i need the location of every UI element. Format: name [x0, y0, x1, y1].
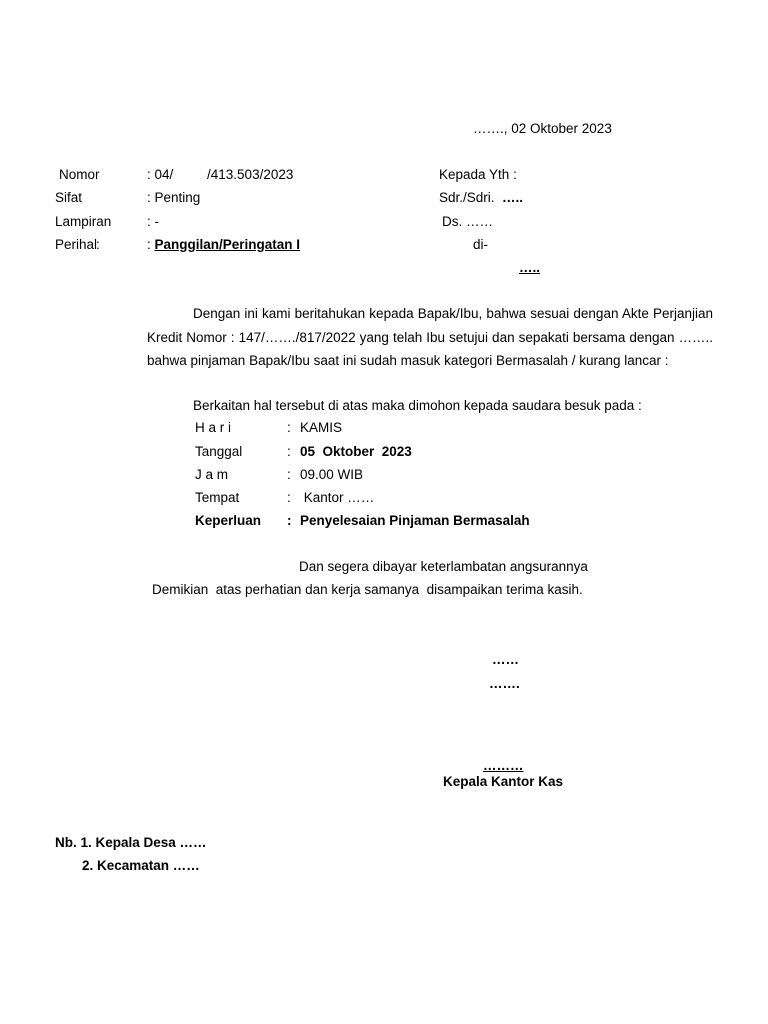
signature-title: Kepala Kantor Kas	[443, 774, 564, 789]
lampiran-label: Lampiran	[55, 214, 112, 229]
sifat-value: : Penting	[147, 190, 201, 205]
schedule-label: J a m	[195, 467, 229, 482]
schedule-value: KAMIS	[300, 420, 343, 435]
recipient-ds: Ds. ……	[442, 214, 494, 229]
signature-line-2: …….	[489, 676, 520, 691]
schedule-colon: :	[287, 513, 292, 528]
schedule-label: Tanggal	[195, 444, 243, 459]
body-paragraph	[147, 302, 713, 373]
schedule-label: H a r i	[195, 420, 232, 435]
schedule-colon: :	[287, 490, 291, 505]
perihal-value-row	[147, 237, 300, 253]
recipient-place: …..	[519, 260, 541, 275]
schedule-value: 05 Oktober 2023	[300, 444, 412, 459]
recipient-sdr-prefix: Sdr./Sdri.	[439, 190, 503, 205]
berkaitan-line: Berkaitan hal tersebut di atas maka dimohon kepada saudara besuk pada :	[193, 398, 642, 413]
recipient-kepada: Kepada Yth :	[439, 167, 517, 182]
signature-name: ………	[483, 758, 524, 773]
signature-line-1: ……	[492, 652, 519, 667]
schedule-colon: :	[287, 444, 291, 459]
closing-line-2: Demikian atas perhatian dan kerja samanya disampaikan terima kasih.	[152, 582, 583, 597]
recipient-sdr-name: …..	[502, 190, 524, 205]
schedule-value: Kantor ……	[300, 490, 375, 505]
lampiran-value: : -	[147, 214, 159, 229]
schedule-label: Tempat	[195, 490, 240, 505]
nomor-value: : 04/ /413.503/2023	[147, 167, 294, 182]
closing-line-1: Dan segera dibayar keterlambatan angsurannya	[299, 559, 588, 574]
sifat-label: Sifat	[55, 190, 83, 205]
recipient-di: di-	[473, 237, 489, 252]
perihal-label-colon: :	[96, 237, 100, 252]
schedule-colon: :	[287, 420, 291, 435]
schedule-label: Keperluan	[195, 513, 262, 528]
nb-line-1: Nb. 1. Kepala Desa ……	[55, 835, 207, 850]
body-paragraph-text: Dengan ini kami beritahukan kepada Bapak/Ibu, bahwa sesuai dengan Akte Perjanjian Kredit Nomor : 147/……./817/2022 yang telah Ibu setujui dan sepakati bersama dengan …….. bahwa pinjaman Bapak/Ibu saat ini sudah masuk kategori Bermasalah / kurang lancar :	[147, 306, 713, 368]
schedule-value: 09.00 WIB	[300, 467, 364, 482]
perihal-label: Perihal	[55, 237, 98, 252]
perihal-colon: :	[147, 237, 155, 252]
letter-date: ……., 02 Oktober 2023	[473, 121, 612, 136]
perihal-value: Panggilan/Peringatan I	[154, 237, 301, 252]
recipient-sdr	[439, 190, 523, 206]
nomor-label: Nomor	[59, 167, 100, 182]
schedule-colon: :	[287, 467, 291, 482]
schedule-value: Penyelesaian Pinjaman Bermasalah	[300, 513, 530, 528]
nb-line-2: 2. Kecamatan ……	[82, 858, 200, 873]
